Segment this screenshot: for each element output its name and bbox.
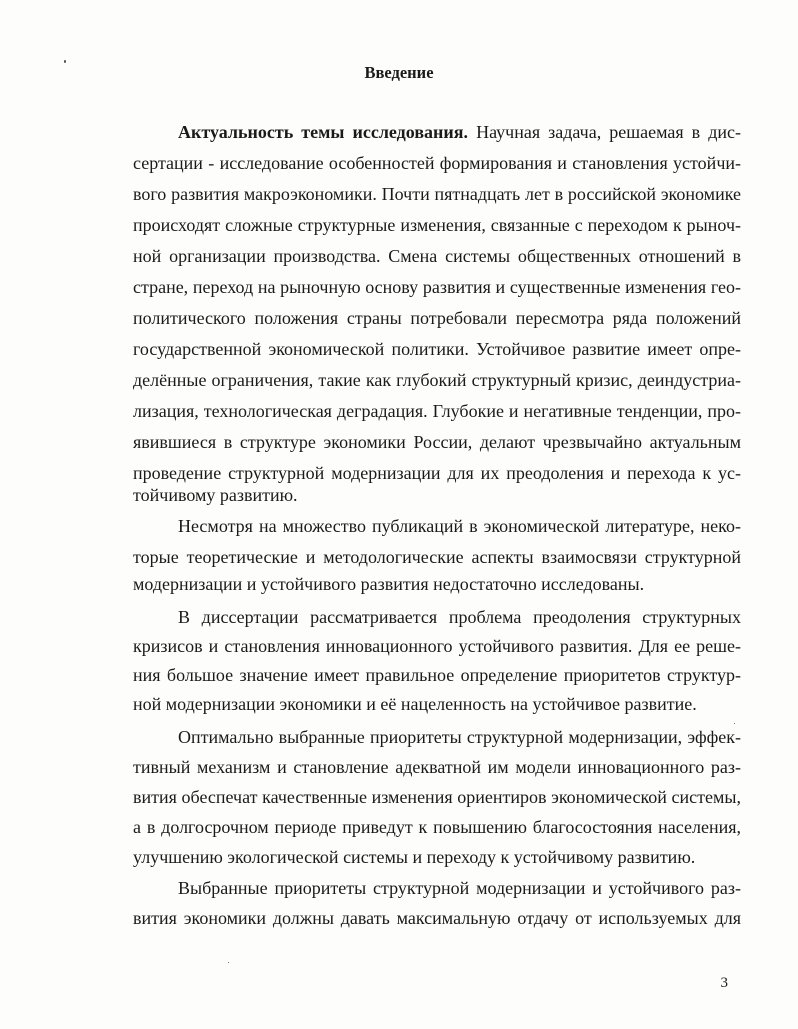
paragraph-1-line: ной организации производства. Смена системы общественных отношений в (133, 246, 741, 266)
paragraph-3-line: ной модернизации экономики и её нацеленность на устойчивое развитие. (133, 694, 697, 714)
paragraph-1-line: тойчивому развитию. (133, 485, 298, 505)
paragraph-1-line: вого развития макроэкономики. Почти пятнадцать лет в российской экономике (133, 184, 741, 204)
paragraph-3-line: ния большое значение имеет правильное определение приоритетов структур- (133, 665, 741, 685)
paragraph-1-line: государственной экономической политики. Устойчивое развитие имеет опре- (133, 339, 741, 359)
paragraph-1-line: лизация, технологическая деградация. Глубокие и негативные тенденции, про- (133, 401, 741, 421)
paragraph-1-line: делённые ограничения, такие как глубокий структурный кризис, деиндустриа- (133, 370, 741, 390)
scan-speck (228, 962, 229, 963)
paragraph-1-line: проведение структурной модернизации для их преодоления и перехода к ус- (133, 463, 741, 483)
paragraph-1-line-1: Актуальность темы исследования. Научная задача, решаемая в дис- (178, 122, 741, 142)
paragraph-5-line: Выбранные приоритеты структурной модернизации и устойчивого раз- (178, 878, 741, 898)
paragraph-1-line: явившиеся в структуре экономики России, делают чрезвычайно актуальным (133, 432, 741, 452)
paragraph-4-line: вития обеспечат качественные изменения ориентиров экономической системы, (133, 787, 741, 807)
paragraph-4-line: улучшению экологической системы и переходу к устойчивому развитию. (133, 847, 696, 867)
paragraph-4-line: тивный механизм и становление адекватной им модели инновационного раз- (133, 757, 741, 777)
paragraph-2-line: торые теоретические и методологические аспекты взаимосвязи структурной (133, 547, 741, 567)
paragraph-4-line: а в долгосрочном периоде приведут к повышению благосостояния населения, (133, 817, 741, 837)
paragraph-5-line: вития экономики должны давать максимальную отдачу от используемых для (133, 908, 741, 928)
paragraph-1-line: сертации - исследование особенностей формирования и становления устойчи- (133, 153, 741, 173)
paragraph-3-line: кризисов и становления инновационного устойчивого развития. Для ее реше- (133, 636, 741, 656)
paragraph-1-line: происходят сложные структурные изменения, связанные с переходом к рыноч- (133, 215, 741, 235)
section-heading: Введение (364, 63, 434, 82)
paragraph-lead: Актуальность темы исследования. (178, 122, 469, 142)
paragraph-4-line: Оптимально выбранные приоритеты структурной модернизации, эффек- (178, 727, 741, 747)
paragraph-1-line: стране, переход на рыночную основу развития и существенные изменения гео- (133, 277, 741, 297)
scan-speck (734, 723, 735, 724)
paragraph-2-line: модернизации и устойчивого развития недостаточно исследованы. (133, 574, 645, 594)
paragraph-2-line: Несмотря на множество публикаций в экономической литературе, неко- (178, 516, 741, 536)
page-number: 3 (720, 975, 728, 991)
paragraph-3-line: В диссертации рассматривается проблема преодоления структурных (178, 607, 741, 627)
paragraph-1-line: политического положения страны потребовали пересмотра ряда положений (133, 308, 741, 328)
